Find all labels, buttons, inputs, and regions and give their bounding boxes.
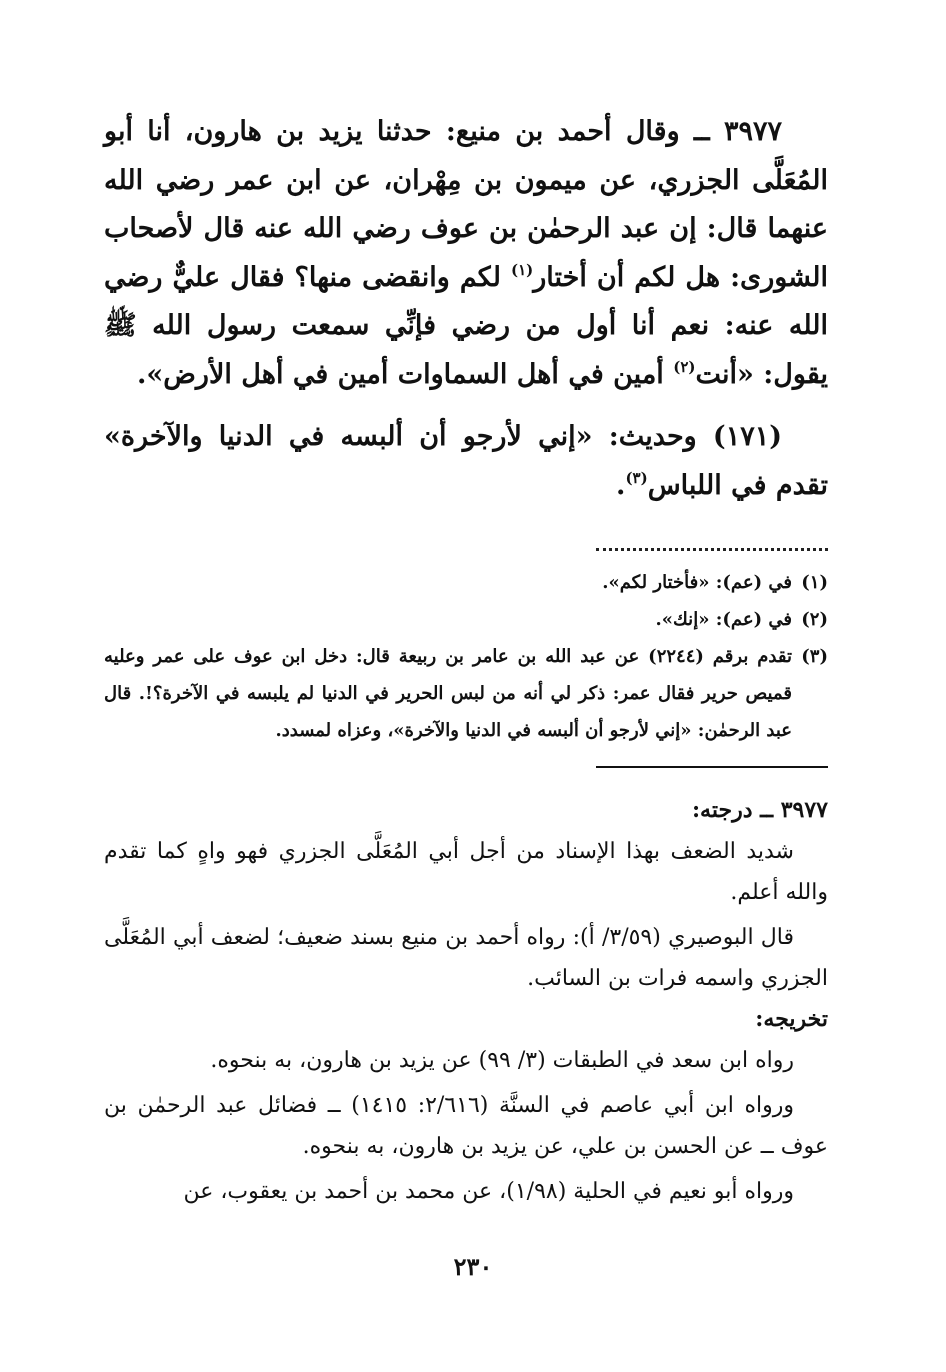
hadith-171-paragraph bbox=[104, 413, 828, 510]
footnotes bbox=[104, 564, 828, 749]
main-text bbox=[104, 108, 828, 510]
footnote-text: في (عم): «فأختار لكم». bbox=[602, 572, 792, 593]
hadith-3977-text-1: ٣٩٧٧ ــ وقال أحمد بن منيع: حدثنا يزيد بن هارون، أنا أبو المُعَلَّى الجزري، عن ميمون بن مِهْران، عن ابن عمر رضي الله عنهما قال: إن عبد الرحمٰن بن عوف رضي الله عنه قال لأصحاب الشورى: هل لكم أن أختار bbox=[104, 116, 828, 293]
hadith-3977-text-2: لكم وانقضى منها؟ فقال عليٌّ رضي الله عنه: نعم أنا أول من رضي فإنِّي سمعت رسول الله ﷺ يقول: «أنت bbox=[104, 261, 828, 390]
page-number: ٢٣٠ bbox=[453, 1252, 493, 1281]
footnote-number: (٢) bbox=[801, 609, 828, 630]
grade-heading: ٣٩٧٧ ــ درجته: bbox=[691, 797, 828, 823]
section-divider bbox=[596, 766, 828, 768]
hadith-3977-text-3: أمين في أهل السماوات أمين في أهل الأرض». bbox=[137, 358, 674, 390]
takhrij-paragraph-1: رواه ابن سعد في الطبقات (٣/ ٩٩) عن يزيد بن هارون، به بنحوه. bbox=[210, 1048, 794, 1073]
grade-paragraph-2: قال البوصيري (٣/٥٩/ أ): رواه أحمد بن منيع بسند ضعيف؛ لضعف أبي المُعَلَّى الجزري واسمه فرات بن السائب. bbox=[104, 925, 828, 991]
footnote-separator-dots bbox=[596, 548, 828, 551]
hadith-171-text-1: (١٧١) وحديث: «إني لأرجو أن ألبسه في الدنيا والآخرة» تقدم في اللباس bbox=[104, 421, 828, 501]
grade-paragraph-1: شديد الضعف بهذا الإسناد من أجل أبي المُعَلَّى الجزري فهو واهٍ كما تقدم والله أعلم. bbox=[104, 839, 828, 905]
grading-section bbox=[104, 790, 828, 1212]
footnote-ref-2: (٢) bbox=[673, 357, 696, 376]
footnote-number: (٣) bbox=[801, 646, 828, 667]
footnote-number: (١) bbox=[801, 572, 828, 593]
footnote-text: تقدم برقم (٢٢٤٤) عن عبد الله بن عامر بن ربيعة قال: دخل ابن عوف على عمر وعليه قميص حرير فقال عمر: ذكر لي أنه من لبس الحرير في الدنيا لم يلبسه في الآخرة؟!. قال عبد الرحمٰن: «إني لأرجو أن ألبسه في الدنيا والآخرة»، وعزاه لمسدد. bbox=[104, 646, 792, 741]
takhrij-paragraph-2: ورواه ابن أبي عاصم في السنَّة (٢/٦١٦: ١٤١٥) ــ فضائل عبد الرحمٰن بن عوف ــ عن الحسن بن علي، عن يزيد بن هارون، به بنحوه. bbox=[104, 1093, 828, 1159]
footnote-1 bbox=[104, 564, 828, 601]
takhrij-paragraph-3: ورواه أبو نعيم في الحلية (١/٩٨)، عن محمد بن أحمد بن يعقوب، عن bbox=[183, 1179, 794, 1204]
footnote-ref-1: (١) bbox=[510, 260, 534, 279]
footnote-ref-3: (٣) bbox=[625, 468, 648, 487]
takhrij-heading: تخريجه: bbox=[755, 1006, 828, 1032]
hadith-171-text-2: . bbox=[616, 469, 626, 501]
footnote-2 bbox=[104, 601, 828, 638]
footnote-3 bbox=[104, 638, 828, 749]
footnote-text: في (عم): «إنك». bbox=[655, 609, 792, 630]
hadith-3977-paragraph bbox=[104, 108, 828, 399]
